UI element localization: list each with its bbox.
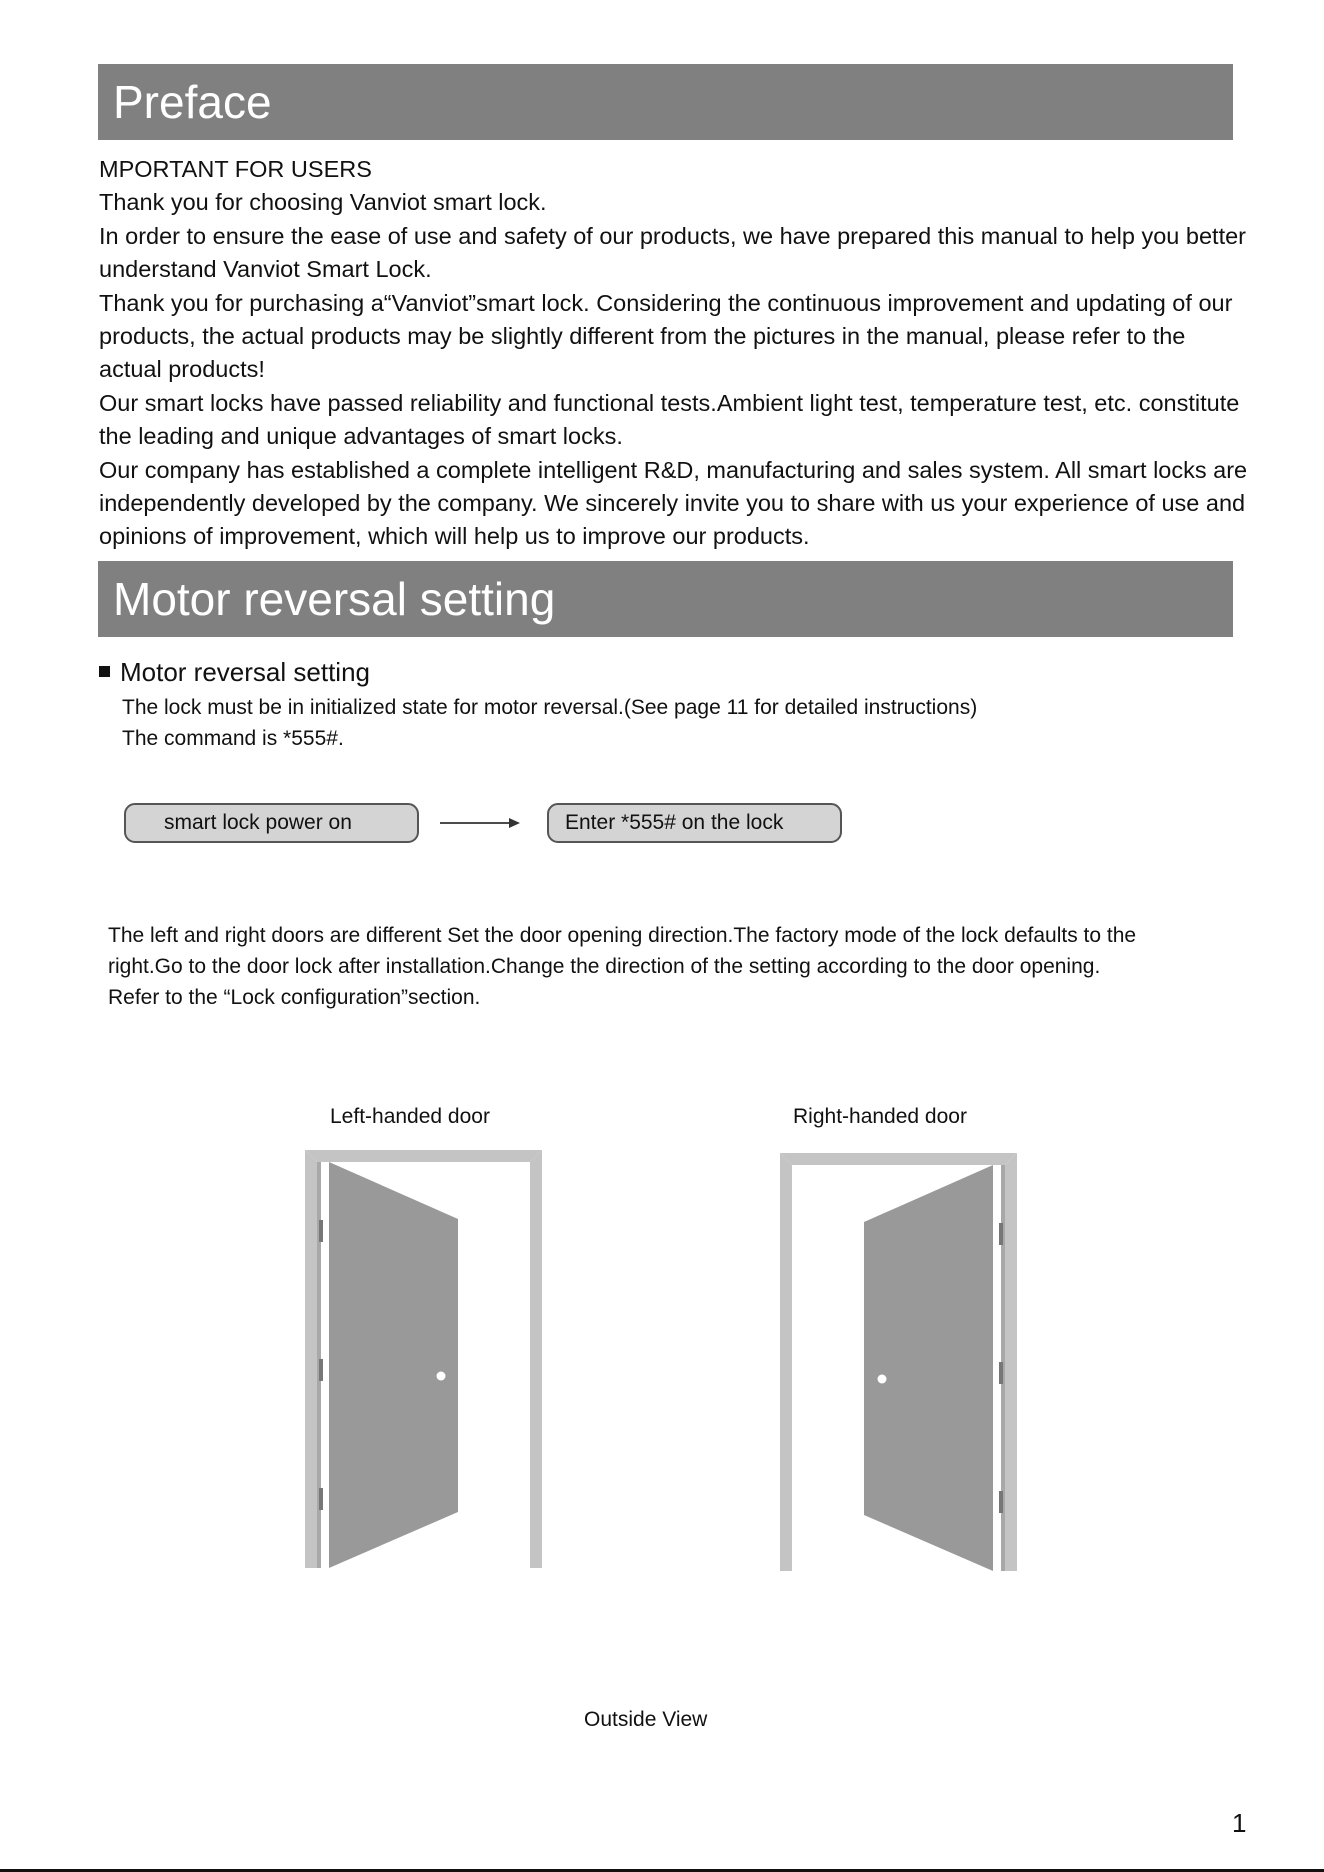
arrow-right-icon — [438, 816, 522, 830]
direction-line: The left and right doors are different Set the door opening direction.The factory mode of the lock defaults to the — [108, 924, 1137, 947]
preface-paragraph: Thank you for choosing Vanviot smart lock. — [99, 189, 547, 216]
preface-paragraph: Our company has established a complete intelligent R&D, manufacturing and sales system. All smart locks are independently developed by the company. We sincerely invite you to share with us your experience of use and opinions of improvement, which will help us to improve our products. — [99, 456, 1248, 550]
outside-view-caption: Outside View — [584, 1708, 708, 1731]
preface-body — [99, 153, 1249, 554]
flow-step-enter-command: Enter *555# on the lock — [547, 803, 842, 843]
instruction-line: The command is *555#. — [122, 727, 344, 750]
direction-line: right.Go to the door lock after installation.Change the direction of the setting according to the door opening. — [108, 955, 1101, 978]
right-door-label: Right-handed door — [793, 1105, 967, 1128]
page-number: 1 — [1232, 1808, 1247, 1838]
left-door-label: Left-handed door — [330, 1105, 490, 1128]
preface-paragraph: MPORTANT FOR USERS — [99, 156, 372, 182]
square-bullet-icon — [99, 666, 110, 677]
motor-reversal-header: Motor reversal setting — [98, 561, 1233, 637]
direction-line: Refer to the “Lock configuration”section. — [108, 986, 481, 1009]
subheading-text: Motor reversal setting — [120, 657, 370, 687]
instruction-line: The lock must be in initialized state for motor reversal.(See page 11 for detailed instructions) — [122, 696, 978, 719]
flow-step-power-on: smart lock power on — [124, 803, 419, 843]
door-direction-text — [108, 920, 1248, 1013]
preface-header: Preface — [98, 64, 1233, 140]
preface-paragraph: Our smart locks have passed reliability and functional tests.Ambient light test, temperature test, etc. constitute the leading and unique advantages of smart locks. — [99, 389, 1240, 450]
preface-paragraph: Thank you for purchasing a“Vanviot”smart lock. Considering the continuous improvement and updating of our products, the actual products may be slightly different from the pictures in the manual, please refer to the actual products! — [99, 289, 1233, 383]
preface-paragraph: In order to ensure the ease of use and safety of our products, we have prepared this manual to help you better understand Vanviot Smart Lock. — [99, 222, 1246, 283]
motor-instructions — [122, 692, 977, 754]
motor-reversal-subheading — [99, 657, 370, 687]
left-handed-door-illustration — [300, 1145, 550, 1570]
right-handed-door-illustration — [775, 1148, 1025, 1573]
